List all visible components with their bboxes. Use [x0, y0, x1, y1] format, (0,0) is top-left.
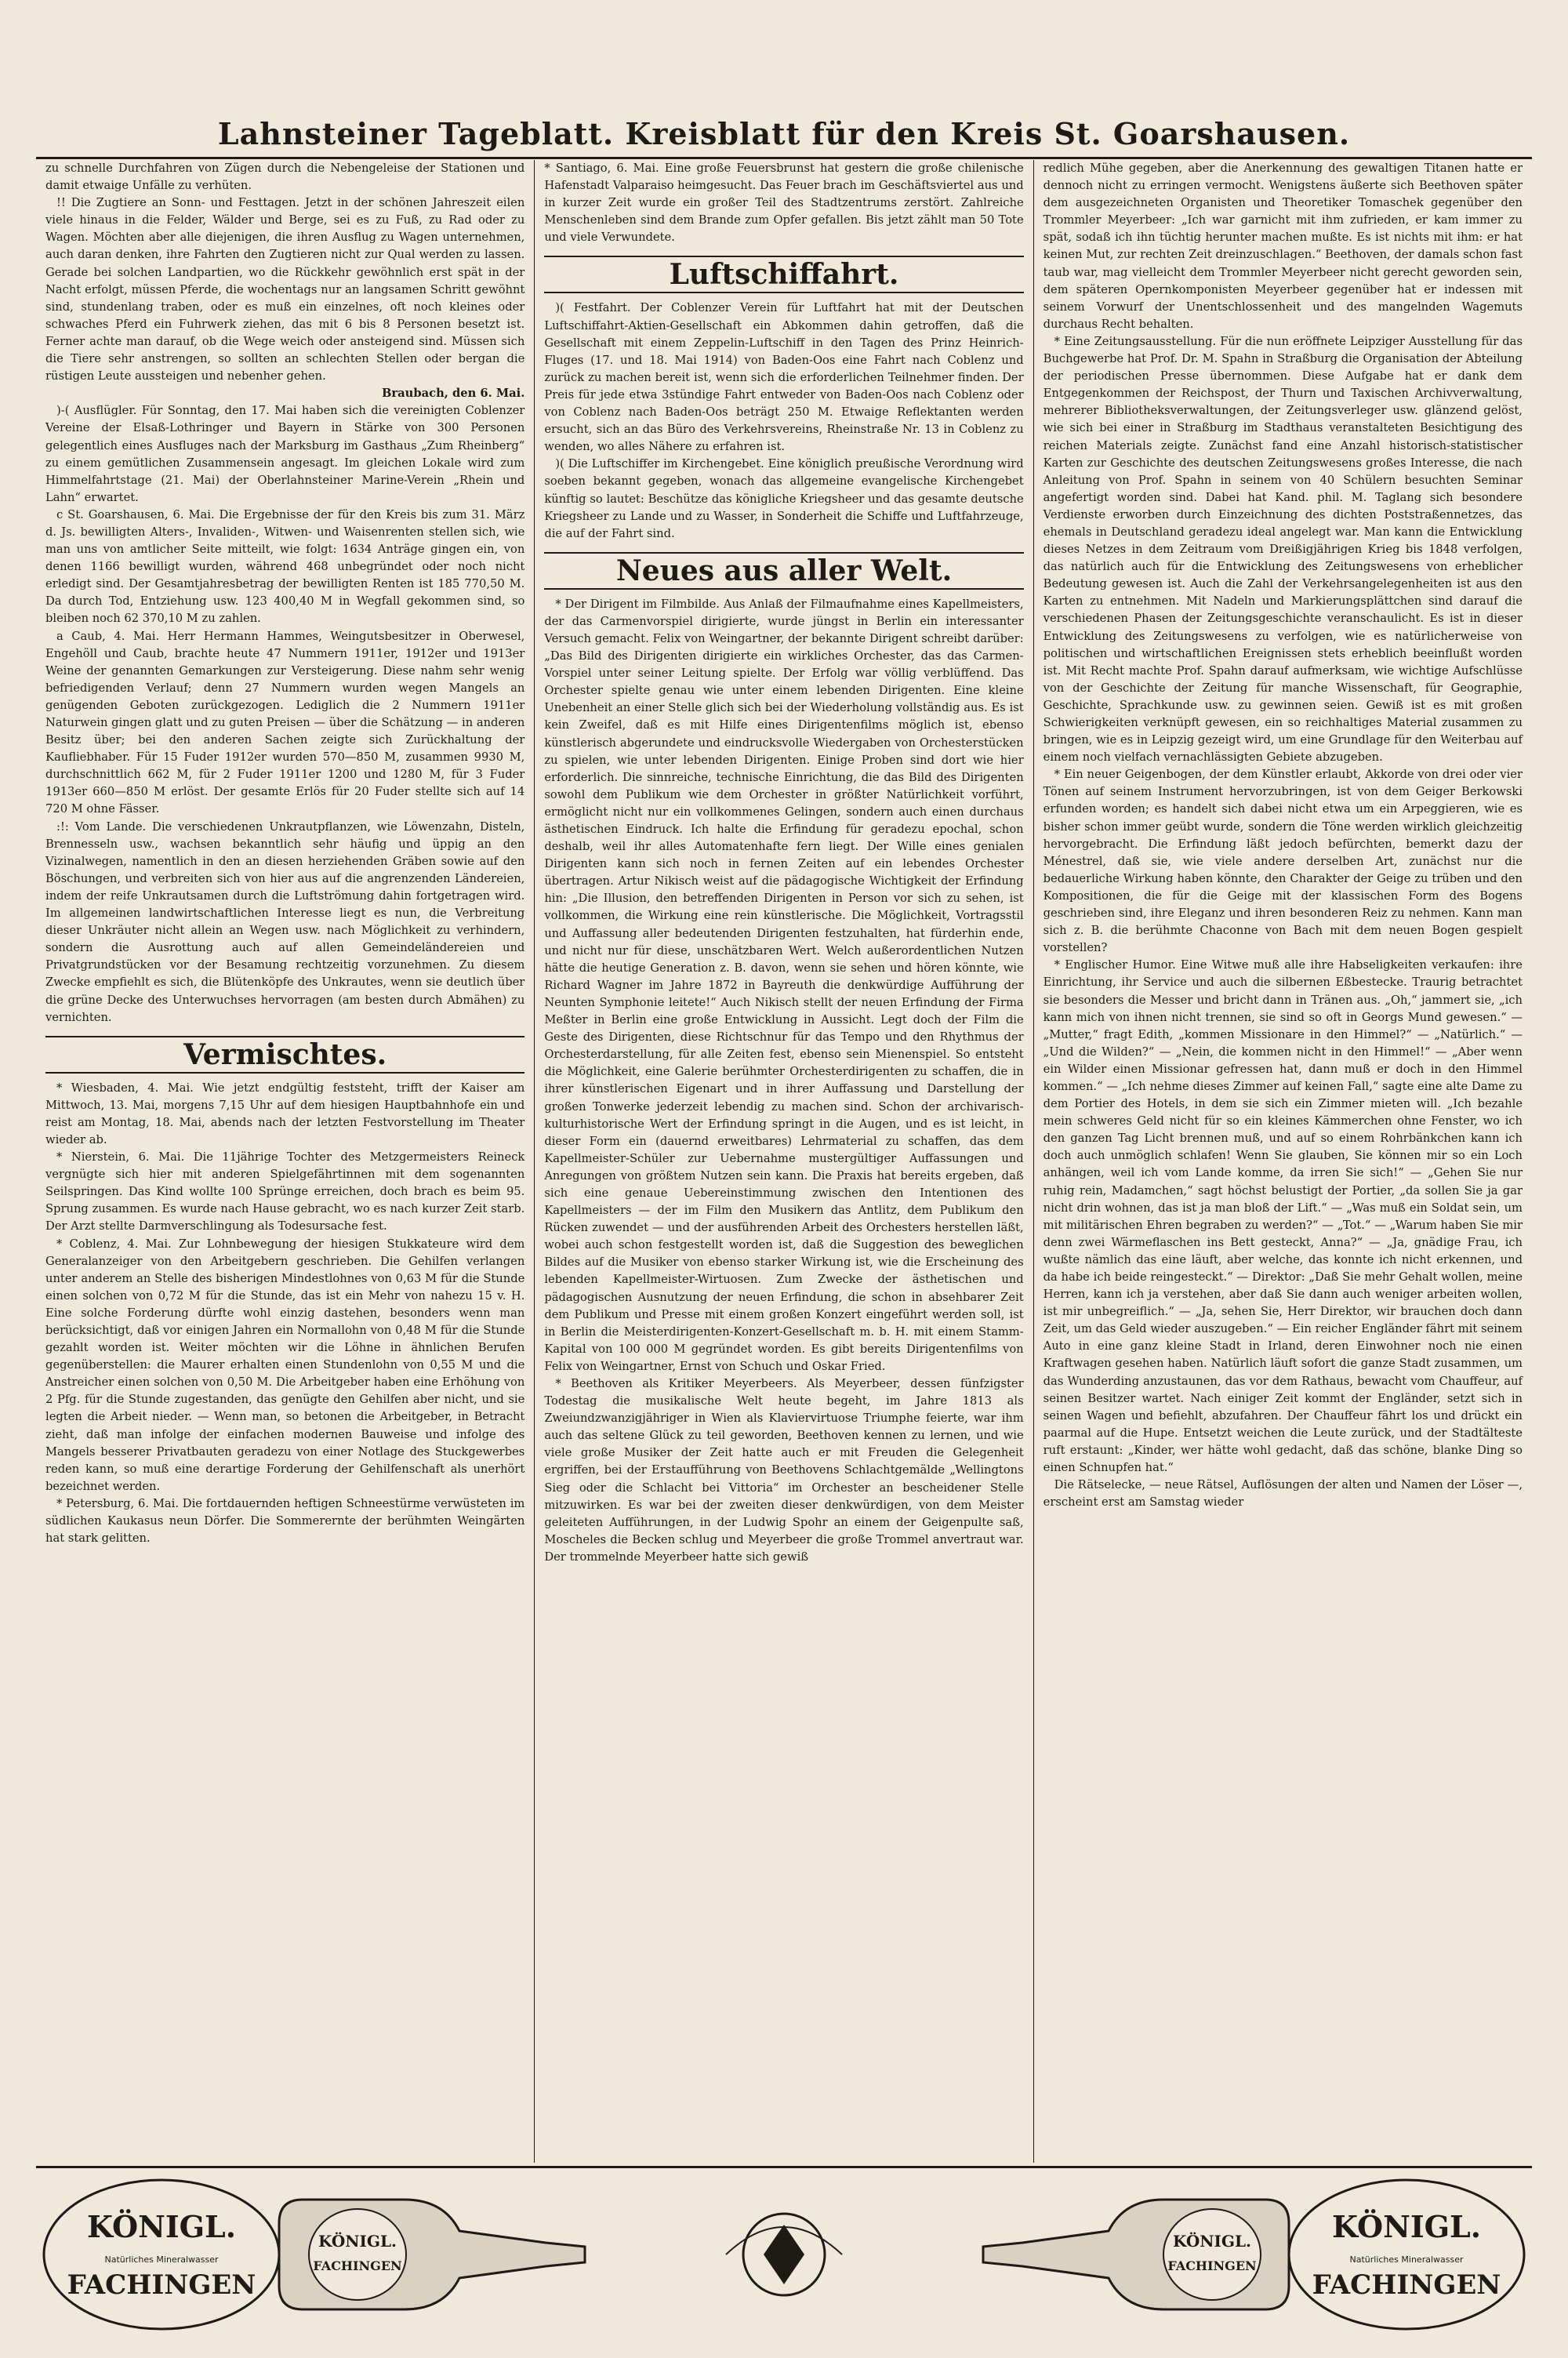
article-paragraph: redlich Mühe gegeben, aber die Anerkennung des gewaltigen Titanen hatte er dennoch nicht zu erringen vermocht. Wenigstens äußerte sich Beethoven später dem ausgezeichneten Organisten und Theoretiker Tomaschek gegenüber den Trommler Meyerbeer: „Ich war garnicht mit ihm zufrieden, er kam immer zu spät, sodaß ich ihn tüchtig herunter machen mußte. Es ist nichts mit ihm: er hat keinen Mut, zur rechten Zeit dreinzuschlagen.“ Beethoven, der damals schon fast taub war, mag vielleicht dem Trommler Meyerbeer nicht gerecht geworden sein, dem späteren Opernkomponisten Meyerbeer gegenüber hat er indessen mit seinem Vorwurf der Unentschlossenheit und des mangelnden Wagemuts durchaus Recht behalten. — [1043, 162, 1523, 331]
article-paragraph: * Eine Zeitungsausstellung. Für die nun eröffnete Leipziger Ausstellung für das Buchgewerbe hat Prof. Dr. M. Spahn in Straßburg die Organisation der Abteilung der periodischen Presse übernommen. Diese Aufgabe hat er dank dem Entgegenkommen der Reichspost, der Thurn und Taxischen Archivverwaltung, mehrerer Bibliotheksverwaltungen, der Zeitungsverleger usw. glänzend gelöst, wie sich bei einer in Straßburg im Stadthaus veranstalteten Besichtigung des reichen Materials zeigte. Zunächst fand eine Anzahl historisch-statistischer Karten zur Geschichte des deutschen Zeitungswesens großes Interesse, die nach Anleitung von Prof. Spahn in seinem von 40 Schülern besuchten Seminar angefertigt worden sind. Dabei hat Kand. phil. M. Taglang sich besondere Verdienste erworben durch Einzeichnung des dichten Poststraßennetzes, das ehemals in Deutschland geradezu ideal angelegt war. Man kann die Entwicklung dieses Netzes in dem Zeitraum vom Dreißigjährigen Krieg bis 1848 verfolgen, das natürlich auch für die Entwicklung des Zeitungswesens von erheblicher Bedeutung gewesen ist. Auch die Zahl der Verkehrsangelegenheiten ist aus den Karten zu entnehmen. Mit Nadeln und Markierungsplättchen sind darauf die verschiedenen Phasen der Zeitungsgeschichte veranschaulicht. Es ist in dieser Entwicklung des Zeitungswesens zu verfolgen, wie es natürlicherweise von politischen und wirtschaftlichen Ereignissen stets erheblich beeinflußt worden ist. Mit Recht machte Prof. Spahn darauf aufmerksam, wie wichtige Aufschlüsse von der Geschichte der Zeitung für manche Wissenschaft, für Geographie, Geschichte, Sprachkunde usw. zu gewinnen seien. Gewiß ist es mit großen Schwierigkeiten verknüpft gewesen, ein so reichhaltiges Material zusammen zu bringen, wie es in Leipzig gezeigt wird, um eine Grundlage für den Weiterbau auf einem noch vielfach vernachlässigten Gebiete abzugeben. — [1043, 334, 1523, 765]
section-heading: Neues aus aller Welt. — [544, 552, 1023, 590]
article-paragraph: * Ein neuer Geigenbogen, der dem Künstler erlaubt, Akkorde von drei oder vier Tönen auf seinem Instrument hervorzubringen, ist von dem Geiger Berkowski erfunden worden; es handelt sich dabei nicht etwa um ein Arpeggieren, wie es bisher schon immer geübt wurde, sondern die Töne werden wirklich gleichzeitig hervorgebracht. Die Erfindung läßt jedoch befürchten, bemerkt dazu der Ménestrel, daß sie, wie viele andere derselben Art, zunächst nur die bedauerliche Wirkung haben könnte, den Charakter der Geige zu trüben und den Kompositionen, die für die Geige mit der klassischen Form des Bogens geschrieben sind, ihre Eleganz und ihren besonderen Reiz zu nehmen. Kann man sich z. B. die berühmte Chaconne von Bach mit dem neuen Bogen gespielt vorstellen? — [1043, 768, 1523, 955]
column-3 — [1033, 160, 1532, 2163]
article-paragraph: * Beethoven als Kritiker Meyerbeers. Als Meyerbeer, dessen fünfzigster Todestag die musikalische Welt heute begeht, im Jahre 1813 als Zweiundzwanzigjähriger in Wien als Klaviervirtuose Triumphe feierte, war ihm auch das seltene Glück zu teil geworden, Beethoven kennen zu lernen, und wie viele große Musiker der Zeit hatte auch er mit Freuden die Gelegenheit ergriffen, bei der Erstaufführung von Beethovens Schlachtgemälde „Wellingtons Sieg oder die Schlacht bei Vittoria“ im Orchester an bescheidener Stelle mitzuwirken. Es war bei der zweiten dieser denkwürdigen, von dem Meister geleiteten Aufführungen, in der Ludwig Spohr an einem der Geigenpulte saß, Moscheles die Becken schlug und Meyerbeer die große Trommel anvertraut war. Der trommelnde Meyerbeer hatte sich gewiß — [544, 1377, 1024, 1564]
article-paragraph: * Coblenz, 4. Mai. Zur Lohnbewegung der hiesigen Stukkateure wird dem Generalanzeiger von den Arbeitgebern geschrieben. Die Gehilfen verlangen unter anderem an Stelle des bisherigen Mindestlohnes von 0,63 M für die Stunde einen solchen von 0,72 M für die Stunde, das ist ein Mehr von nahezu 15 v. H. Eine solche Forderung dürfte wohl einzig dastehen, besonders wenn man berücksichtigt, daß vor einigen Jahren ein Normallohn von 0,48 M für die Stunde gezahlt worden ist. Weiter möchten wir die Löhne in ähnlichen Berufen gegenüberstellen: die Maurer erhalten einen Stundenlohn von 0,55 M und die Anstreicher einen solchen von 0,50 M. Die Arbeitgeber haben eine Erhöhung von 2 Pfg. für die Stunde zugestanden, das genügte den Gehilfen aber nicht, und sie legten die Arbeit nieder. — Wenn man, so betonen die Arbeitgeber, in Betracht zieht, daß man infolge der einfachen modernen Bauweise und infolge des Mangels besserer Privatbauten geradezu von einer Notlage des Stuckgewerbes reden kann, so muß eine derartige Forderung der Gehilfenschaft als unerhört bezeichnet werden. — [45, 1237, 525, 1493]
article-paragraph: * Wiesbaden, 4. Mai. Wie jetzt endgültig feststeht, trifft der Kaiser am Mittwoch, 13. Mai, morgens 7,15 Uhr auf dem hiesigen Hauptbahnhofe ein und reist am Montag, 18. Mai, abends nach der letzten Festvorstellung im Theater wieder ab. — [45, 1081, 525, 1146]
bottle-illustration-right — [983, 2200, 1289, 2309]
bottle-left-label-1: KÖNIGL. — [318, 2232, 397, 2251]
left-brand-line-1: KÖNIGL. — [86, 2209, 237, 2244]
right-brand-line-2: FACHINGEN — [1312, 2269, 1501, 2301]
masthead-rule — [36, 157, 1532, 159]
article-paragraph: )-( Ausflügler. Für Sonntag, den 17. Mai haben sich die vereinigten Coblenzer Vereine der Elsaß-Lothringer und Bayern in Stärke von 300 Personen gelegentlich eines Ausfluges nach der Marksburg im Gasthaus „Zum Rheinberg“ zu einem gemütlichen Zusammensein angesagt. Im gleichen Lokale wird zum Himmelfahrtstage (21. Mai) der Oberlahnsteiner Marine-Verein „Rhein und Lahn“ erwartet. — [45, 404, 525, 504]
masthead: Lahnsteiner Tageblatt. Kreisblatt für den Kreis St. Goarshausen. — [217, 116, 1351, 151]
article-paragraph: Braubach, den 6. Mai. — [382, 387, 525, 401]
article-paragraph: :!: Vom Lande. Die verschiedenen Unkrautpflanzen, wie Löwenzahn, Disteln, Brennesseln usw., wachsen bekanntlich sehr häufig und üppig an den Vizinalwegen, namentlich in den an diesen herziehenden Gräben sowie auf den Böschungen, und verbreiten sich von hier aus auf die angrenzenden Ländereien, indem der reife Unkrautsamen durch die Luftströmung dahin fortgetragen wird. Im allgemeinen landwirtschaftlichen Interesse liegt es nun, die Verbreitung dieser Unkräuter nicht allein an Wegen usw. nach Möglichkeit zu verhindern, sondern die Ausrottung auch auf allen Gemeindeländereien und Privatgrundstücken vor der Besamung rechtzeitig vorzunehmen. Zu diesem Zwecke empfiehlt es sich, die Blütenköpfe des Unkrautes, wenn sie deutlich über die grüne Decke des Unterwuchses hervorragen (am besten durch Abmähen) zu vernichten. — [45, 819, 525, 1024]
fachingen-advertisement — [36, 2166, 1532, 2356]
article-paragraph: * Petersburg, 6. Mai. Die fortdauernden heftigen Schneestürme verwüsteten im südlichen Kaukasus neun Dörfer. Die Sommerernte der berühmten Weingärten hat stark gelitten. — [45, 1496, 525, 1546]
left-brand-small: Natürliches Mineralwasser — [104, 2254, 219, 2265]
right-brand-oval — [1289, 2180, 1524, 2329]
section-heading: Luftschiffahrt. — [544, 256, 1023, 293]
bottle-left-label-2: FACHINGEN — [313, 2258, 402, 2273]
text-columns — [36, 160, 1532, 2163]
right-brand-small: Natürliches Mineralwasser — [1349, 2254, 1464, 2265]
article-paragraph: * Englischer Humor. Eine Witwe muß alle ihre Habseligkeiten verkaufen: ihre Einrichtung, ihr Service und auch die silbernen Eßbestecke. Traurig betrachtet sie besonders die Messer und bricht dann in Tränen aus. „Oh,“ jammert sie, „ich kann mich von ihnen nicht trennen, sie sind so oft in Georgs Mund gewesen.“ — „Mutter,“ fragt Edith, „kommen Missionare in den Himmel?“ — „Natürlich.“ — „Und die Wilden?“ — „Nein, die kommen nicht in den Himmel!“ — „Aber wenn ein Wilder einen Missionar gefressen hat, dann muß er doch in den Himmel kommen.“ — „Ich nehme dieses Zimmer auf keinen Fall,“ sagte eine alte Dame zu dem Portier des Hotels, in dem sie sich ein Zimmer mieten will. „Ich bezahle mein schweres Geld nicht für so ein kleines Kämmerchen ohne Fenster, wo ich den ganzen Tag Licht brennen muß, und auf so einem Rohrbänkchen kann ich doch auch unmöglich schlafen! Wenn Sie glauben, Sie können mir so ein Loch anhängen, weil ich vom Lande komme, da irren Sie sich!“ — „Gehen Sie nur ruhig rein, Madamchen,“ sagt höchst belustigt der Portier, „da sollen Sie ja gar nicht drin wohnen, das ist ja man bloß der Lift.“ — „Was muß ein Soldat sein, um mit militärischen Ehren begraben zu werden?“ — „Tot.“ — „Warum haben Sie mir denn zwei Wärmeflaschen ins Bett gesteckt, Anna?“ — „Ja, gnädige Frau, ich wußte nämlich das eine läuft, aber welche, das konnte ich nicht erkennen, und da habe ich beide reingesteckt.“ — Direktor: „Daß Sie mehr Gehalt wollen, meine Herren, kann ich ja verstehen, aber daß Sie dann auch weniger arbeiten wollen, ist mir unbegreiflich.“ — „Ja, sehen Sie, Herr Direktor, wir brauchen doch dann Zeit, um das Geld wieder auszugeben.“ — Ein reicher Engländer fährt mit seinem Auto in eine ganz kleine Stadt in Irland, deren Einwohner noch nie einen Kraftwagen gesehen haben. Natürlich läuft sofort die ganze Stadt zusammen, um das Wunderding anzustaunen, das vor dem Rathaus, bewacht vom Chauffeur, auf seinen Besitzer wartet. Nach einiger Zeit kommt der Engländer, setzt sich in seinen Wagen und befiehlt, abzufahren. Der Chauffeur fährt los und drückt ein paarmal auf die Hupe. Entsetzt weichen die Leute zurück, und der Stadtälteste ruft erstaunt: „Kinder, wer hätte wohl gedacht, daß das schöne, blanke Ding so einen Schnupfen hat.“ — [1043, 958, 1523, 1475]
article-paragraph: zu schnelle Durchfahren von Zügen durch die Nebengeleise der Stationen und damit etwaige Unfälle zu verhüten. — [45, 162, 525, 193]
article-paragraph: c St. Goarshausen, 6. Mai. Die Ergebnisse der für den Kreis bis zum 31. März d. Js. bewilligten Alters-, Invaliden-, Witwen- und Waisenrenten stellen sich, wie man uns von amtlicher Seite mitteilt, wie folgt: 1634 Anträge gingen ein, von denen 1166 bewilligt wurden, während 468 unbegründet oder noch nicht erledigt sind. Der Gesamtjahresbetrag der bewilligten Renten ist 185 770,50 M. Da durch Tod, Entziehung usw. 123 400,40 M in Wegfall gekommen sind, so bleiben noch 62 370,10 M zu zahlen. — [45, 507, 525, 626]
bottle-right-label-1: KÖNIGL. — [1172, 2232, 1252, 2251]
article-paragraph: Die Rätselecke, — neue Rätsel, Auflösungen der alten und Namen der Löser —, erscheint erst am Samstag wieder — [1043, 1478, 1523, 1510]
left-brand-line-2: FACHINGEN — [67, 2269, 256, 2301]
advertisement-artwork — [36, 2168, 1532, 2353]
column-1 — [36, 160, 534, 2163]
article-paragraph: * Santiago, 6. Mai. Eine große Feuersbrunst hat gestern die große chilenische Hafenstadt Valparaiso heimgesucht. Das Feuer brach im Geschäftsviertel aus und in kurzer Zeit wurde ein großer Teil des Stadtzentrums zerstört. Zahlreiche Menschenleben sind dem Brande zum Opfer gefallen. Bis jetzt zählt man 50 Tote und viele Verwundete. — [544, 162, 1024, 245]
right-brand-line-1: KÖNIGL. — [1331, 2209, 1482, 2244]
article-paragraph: !! Die Zugtiere an Sonn- und Festtagen. Jetzt in der schönen Jahreszeit eilen viele hinaus in die Felder, Wälder und Berge, sei es zu Fuß, zu Rad oder zu Wagen. Möchten aber alle diejenigen, die ihren Ausflug zu Wagen unternehmen, auch daran denken, ihre Fahrten den Zugtieren nicht zur Qual werden zu lassen. Gerade bei solchen Landpartien, wo die Rückkehr gewöhnlich erst spät in der Nacht erfolgt, müssen Pferde, die wochentags nur an langsamen Schritt gewöhnt sind, stundenlang traben, oder es muß ein einzelnes, oft noch kleines oder schwaches Pferd ein Fuhrwerk ziehen, das mit 6 bis 8 Personen besetzt ist. Ferner achte man darauf, ob die Wege weich oder ansteigend sind. Müssen sich die Tiere sehr anstrengen, so sollten an schlechten Stellen oder bergan die rüstigen Leute aussteigen und nebenher gehen. — [45, 196, 525, 383]
bottle-illustration-left — [279, 2200, 585, 2309]
center-crest — [726, 2214, 842, 2295]
article-paragraph: * Der Dirigent im Filmbilde. Aus Anlaß der Filmaufnahme eines Kapellmeisters, der das Carmenvorspiel dirigierte, wurde jüngst in Berlin ein interessanter Versuch gemacht. Felix von Weingartner, der bekannte Dirigent schreibt darüber: „Das Bild des Dirigenten dirigierte ein wirkliches Orchester, das das Carmen-Vorspiel unter seiner Leitung spielte. Der Erfolg war völlig verblüffend. Das Orchester spielte genau wie unter einem lebenden Dirigenten. Eine kleine Unebenheit an einer Stelle glich sich bei der Wiederholung vollständig aus. Es ist kein Zweifel, daß es mit Hilfe eines Dirigentenfilms möglich ist, ebenso künstlerisch abgerundete und eindrucksvolle Wiedergaben von Orchesterstücken zu spielen, wie unter lebenden Dirigenten. Einige Proben sind dort wie hier erforderlich. Die sinnreiche, technische Einrichtung, die das Bild des Dirigenten sowohl dem Publikum wie dem Orchester in größter Natürlichkeit vorführt, ermöglicht nicht nur ein vollkommenes Gelingen, sondern auch einen durchaus ästhetischen Eindruck. Ich halte die Erfindung für geradezu epochal, schon deshalb, weil ihr alles Automatenhafte fern liegt. Der Wille eines genialen Dirigenten kann sich noch in fernen Zeiten auf ein lebendes Orchester übertragen. Artur Nikisch weist auf die pädagogische Wichtigkeit der Erfindung hin: „Die Illusion, den betreffenden Dirigenten in Person vor sich zu sehen, ist vollkommen, die Wirkung eine rein künstlerische. Die Möglichkeit, Vortragsstil und Auffassung aller bedeutenden Dirigenten festzuhalten, hat fürderhin ende, und nicht nur für diese, unschätzbaren Wert. Welch außerordentlichen Nutzen hätte die heutige Generation z. B. davon, wenn sie sehen und hören könnte, wie Richard Wagner im Jahre 1872 in Bayreuth die denkwürdige Aufführung der Neunten Symphonie leitete!“ Auch Nikisch stellt der neuen Erfindung der Firma Meßter in Berlin eine große Entwicklung in Aussicht. Legt doch der Film die Geste des Dirigenten, diese Richtschnur für das Tempo und den Rhythmus der Orchesterdarstellung, für alle Zeiten fest, ebenso sein Mienenspiel. So entsteht die Möglichkeit, eine Galerie berühmter Orchesterdirigenten zu schaffen, die in ihrer künstlerischen Eigenart und in ihrer Auffassung und Darstellung der großen Tonwerke jederzeit lebendig zu machen sind. Schon der archivarisch-kulturhistorische Wert der Erfindung springt in die Augen, und es ist leicht, in dieser Form ein (dauernd erweitbares) Lehrmaterial zu schaffen, das dem Kapellmeister-Schüler zur Uebernahme mustergültiger Auffassungen und Anregungen von größtem Nutzen sein kann. Die Praxis hat bereits ergeben, daß sich eine genaue Uebereinstimmung zwischen den Intentionen des Kapellmeisters — der im Film den Musikern das Antlitz, dem Publikum den Rücken zuwendet — und der ausführenden Arbeit des Orchesters herstellen läßt, wobei auch schon festgestellt worden ist, daß die Suggestion des beweglichen Bildes auf die Musiker von ebenso starker Wirkung ist, wie die Erscheinung des lebenden Kapellmeister-Wirtuosen. Zum Zwecke der ästhetischen und pädagogischen Ausnutzung der neuen Erfindung, die schon in absehbarer Zeit dem Publikum und Presse mit einem großen Konzert eingeführt werden soll, ist in Berlin die Meisterdirigenten-Konzert-Gesellschaft m. b. H. mit einem Stamm-Kapital von 100 000 M gegründet worden. Es gibt bereits Dirigentenfilms von Felix von Weingartner, Ernst von Schuch und Oskar Fried. — [544, 597, 1024, 1373]
article-paragraph: a Caub, 4. Mai. Herr Hermann Hammes, Weingutsbesitzer in Oberwesel, Engehöll und Caub, brachte heute 47 Nummern 1911er, 1912er und 1913er Weine der genannten Gemarkungen zur Versteigerung. Diese nahm sehr wenig befriedigenden Verlauf; denn 27 Nummern wurden wegen Mangels an genügenden Geboten zurückgezogen. Lediglich die 2 Nummern 1911er Naturwein gingen glatt und zu guten Preisen — über die Schätzung — in anderen Besitz über; bei den anderen Sachen zeigte sich Zurückhaltung der Kaufliebhaber. Für 15 Fuder 1912er wurden 570—850 M, zusammen 9930 M, durchschnittlich 662 M, für 2 Fuder 1911er 1200 und 1280 M, für 3 Fuder 1913er 660—850 M erlöst. Der gesamte Erlös für 20 Fuder stellte sich auf 14 720 M ohne Fässer. — [45, 629, 525, 816]
section-heading: Vermischtes. — [45, 1036, 524, 1074]
bottle-right-label-2: FACHINGEN — [1167, 2258, 1257, 2273]
article-paragraph: )( Festfahrt. Der Coblenzer Verein für Luftfahrt hat mit der Deutschen Luftschiffahrt-Aktien-Gesellschaft ein Abkommen dahin getroffen, daß die Gesellschaft mit einem Zeppelin-Luftschiff in den Tagen des Prinz Heinrich-Fluges (17. und 18. Mai 1914) von Baden-Oos eine Fahrt nach Coblenz und zurück zu machen bereit ist, wenn sich die erforderlichen Teilnehmer finden. Der Preis für jede etwa 3stündige Fahrt entweder von Baden-Oos nach Coblenz oder von Coblenz nach Baden-Oos beträgt 250 M. Etwaige Reflektanten werden ersucht, sich an das Büro des Verkehrsvereins, Rheinstraße Nr. 13 in Coblenz zu wenden, wo alles Nähere zu erfahren ist. — [544, 301, 1024, 454]
article-paragraph: * Nierstein, 6. Mai. Die 11jährige Tochter des Metzgermeisters Reineck vergnügte sich hier mit anderen Spielgefährtinnen mit dem sogenannten Seilspringen. Das Kind wollte 100 Sprünge erreichen, doch brach es beim 95. Sprung zusammen. Es wurde nach Hause gebracht, wo es nach kurzer Zeit starb. Der Arzt stellte Darmverschlingung als Todesursache fest. — [45, 1150, 525, 1233]
column-2 — [534, 160, 1033, 2163]
left-brand-oval — [44, 2180, 279, 2329]
article-paragraph: )( Die Luftschiffer im Kirchengebet. Eine königlich preußische Verordnung wird soeben bekannt gegeben, wonach das allgemeine evangelische Kirchengebet künftig so lautet: Beschütze das königliche Kriegsheer und das gesamte deutsche Kriegsheer zu Lande und zu Wasser, in Sonderheit die Schiffe und Luftfahrzeuge, die auf der Fahrt sind. — [544, 457, 1024, 540]
